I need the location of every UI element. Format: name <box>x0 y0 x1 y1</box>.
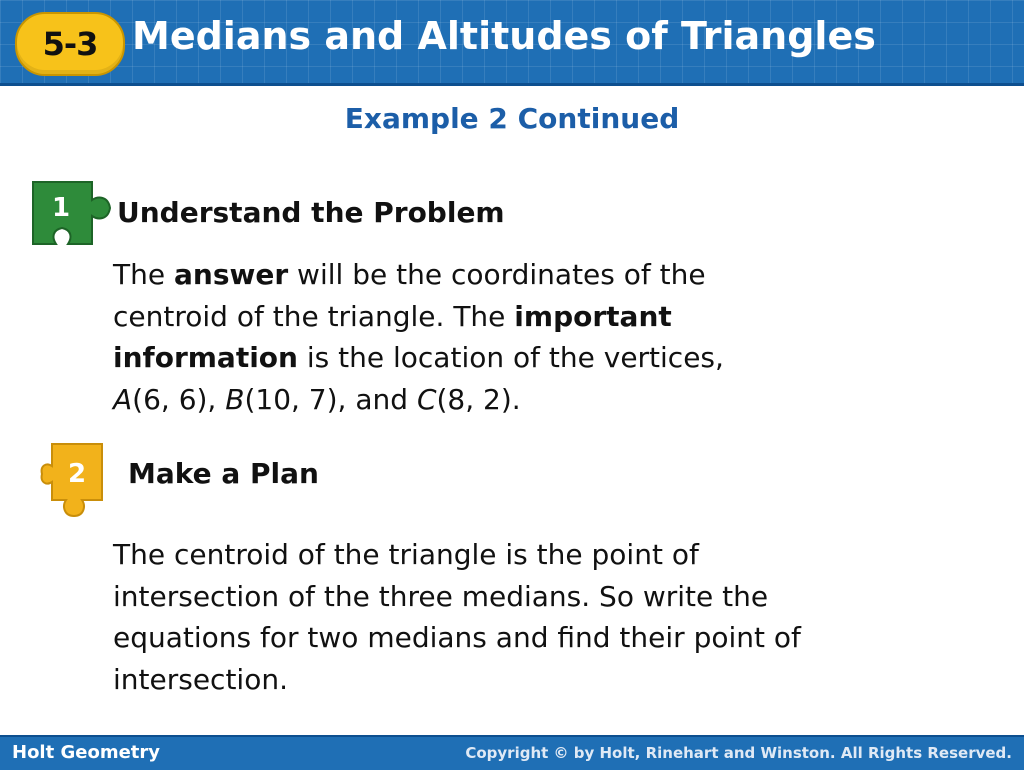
vertex-b-coords: (10, 7), and <box>244 382 417 416</box>
vertex-a-label: A <box>113 382 133 416</box>
paragraph-line <box>113 379 724 421</box>
step-1-number: 1 <box>51 193 71 223</box>
bold-term: answer <box>173 258 289 291</box>
step-2-heading: Make a Plan <box>128 457 319 490</box>
lesson-badge <box>15 12 125 76</box>
paragraph-line: The centroid of the triangle is the point of <box>113 538 699 571</box>
lesson-number: 5-3 <box>42 25 98 63</box>
vertex-b-label: B <box>225 382 245 416</box>
lesson-title: Medians and Altitudes of Triangles <box>132 14 876 58</box>
text-run: The <box>113 258 174 291</box>
bold-term: information <box>113 341 298 374</box>
text-run: is the location of the vertices, <box>297 341 724 374</box>
footer-copyright: Copyright © by Holt, Rinehart and Winston. All Rights Reserved. <box>465 744 1012 762</box>
text-run: will be the coordinates of the <box>288 258 706 291</box>
footer-bar <box>0 735 1024 770</box>
paragraph-line: intersection of the three medians. So write the <box>113 579 769 613</box>
vertex-a-coords: (6, 6), <box>132 382 226 416</box>
footer-course-name: Holt Geometry <box>12 742 160 763</box>
example-title: Example 2 Continued <box>344 102 680 135</box>
paragraph-line <box>113 296 724 338</box>
puzzle-piece-1-icon <box>30 180 114 246</box>
paragraph-line: intersection. <box>113 662 288 696</box>
paragraph-line: equations for two medians and find their point of <box>113 621 801 654</box>
vertex-c-label: C <box>416 382 437 416</box>
bold-term: important <box>514 299 672 333</box>
step-1-heading: Understand the Problem <box>117 196 505 229</box>
puzzle-piece-2-icon <box>40 442 106 518</box>
header-bar <box>0 0 1024 86</box>
text-run: centroid of the triangle. The <box>113 299 515 333</box>
vertex-c-coords: (8, 2). <box>436 382 521 416</box>
step-1-paragraph <box>113 254 724 420</box>
paragraph-line <box>113 337 724 379</box>
paragraph-line <box>113 254 724 296</box>
step-2-paragraph <box>113 534 801 700</box>
step-2-number: 2 <box>67 459 87 489</box>
